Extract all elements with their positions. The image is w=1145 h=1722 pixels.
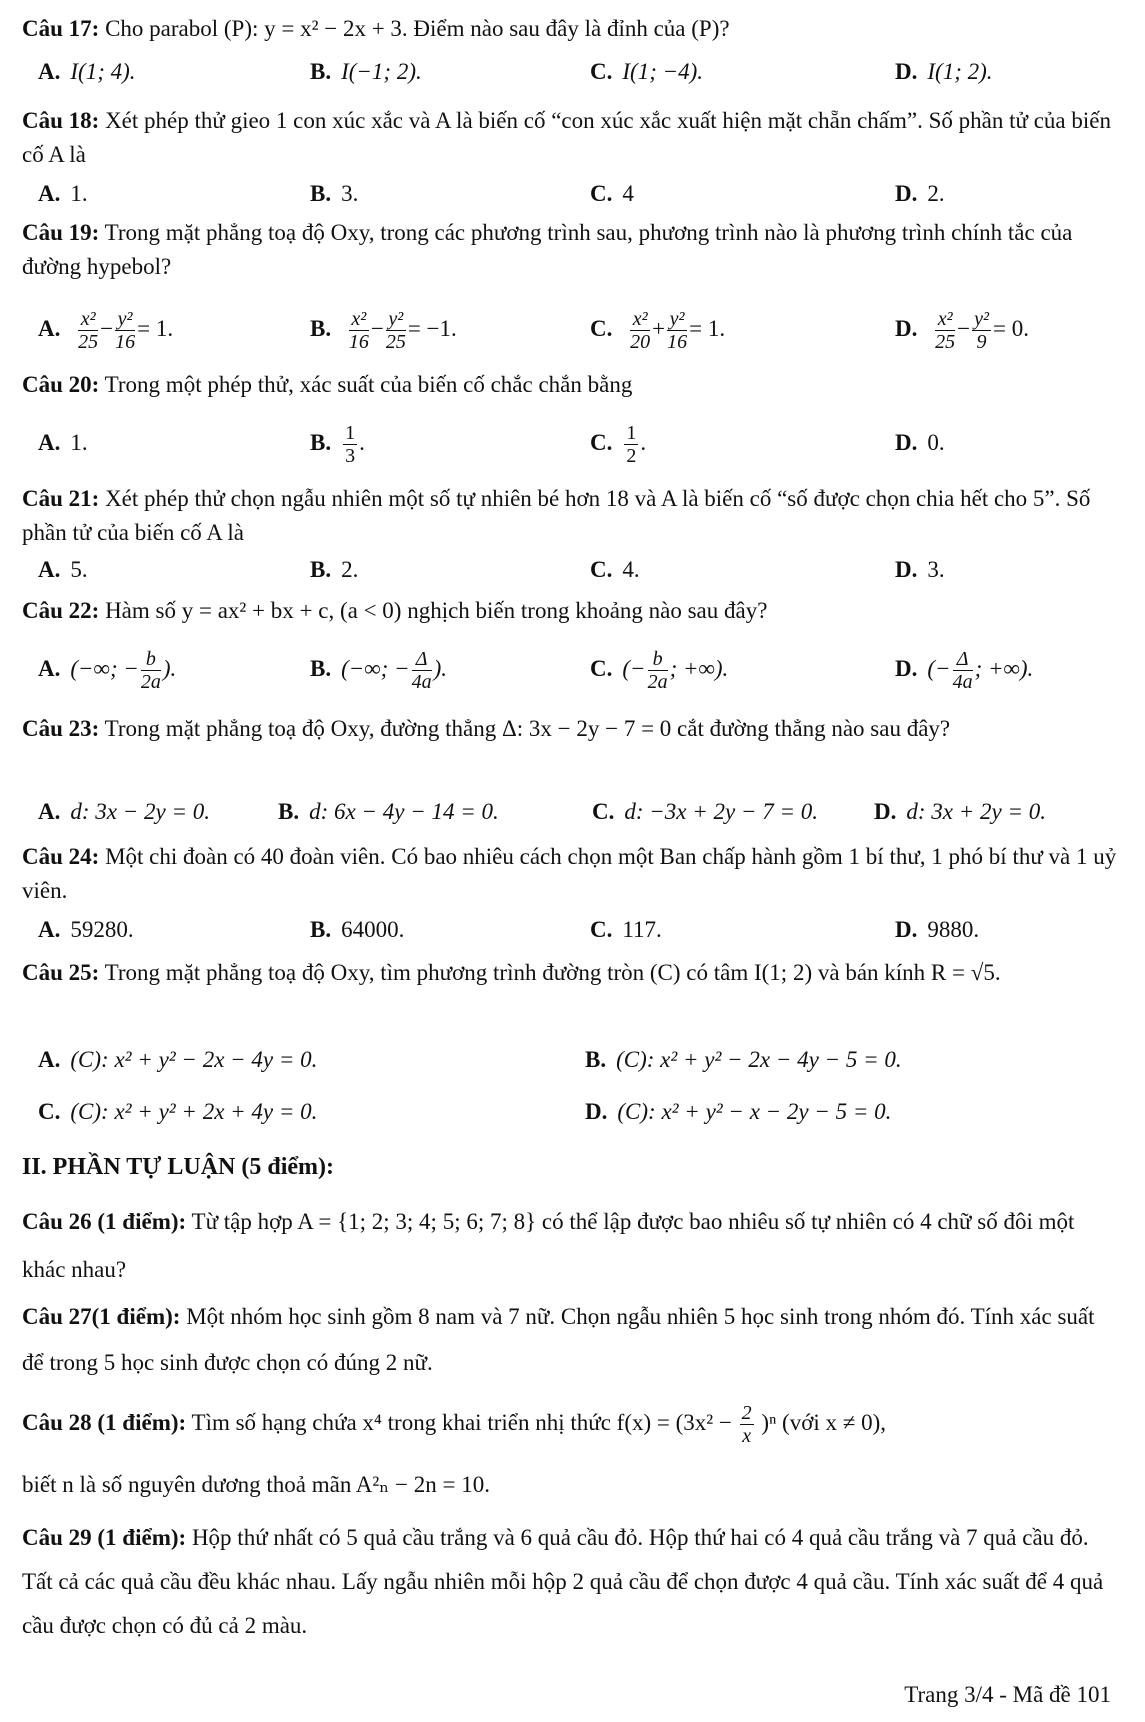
option-c[interactable]: C. $\frac{\text{x²}}{20}$ + $\frac{\text{y²}}{16}$ = 1. bbox=[590, 308, 726, 354]
question-27 bbox=[22, 1294, 1121, 1386]
option-d[interactable]: D. 0. bbox=[895, 430, 945, 455]
question-19 bbox=[22, 216, 1121, 284]
option-b[interactable]: B. 64000. bbox=[310, 917, 405, 942]
option-d[interactable]: D. 2. bbox=[895, 181, 945, 206]
question-title: Câu 18: bbox=[22, 108, 100, 133]
question-text: Trong mặt phẳng toạ độ Oxy, đường thẳng Δ: 3x − 2y − 7 = 0 cắt đường thẳng nào sau đây? bbox=[104, 716, 951, 741]
option-d[interactable]: D. 9880. bbox=[895, 917, 980, 942]
question-title: Câu 20: bbox=[22, 372, 100, 397]
question-25 bbox=[22, 956, 1121, 990]
question-title: Câu 28 (1 điểm): bbox=[22, 1410, 187, 1435]
options-19 bbox=[0, 302, 1145, 356]
question-title: Câu 22: bbox=[22, 598, 100, 623]
question-17 bbox=[22, 12, 1121, 46]
question-title: Câu 17: bbox=[22, 16, 100, 41]
question-text: Một nhóm học sinh gồm 8 nam và 7 nữ. Chọn ngẫu nhiên 5 học sinh trong nhóm đó. Tính xác suất để trong 5 học sinh được chọn có đúng 2 nữ. bbox=[22, 1304, 1095, 1375]
question-20 bbox=[22, 368, 1121, 402]
option-a[interactable]: A. 59280. bbox=[38, 917, 134, 942]
question-text: Từ tập hợp A = {1; 2; 3; 4; 5; 6; 7; 8} có thể lập được bao nhiêu số tự nhiên có 4 chữ số đôi một khác nhau? bbox=[22, 1209, 1075, 1282]
question-29 bbox=[22, 1516, 1121, 1648]
options-25-row1 bbox=[0, 1042, 1145, 1078]
option-a[interactable]: A. (C): x² + y² − 2x − 4y = 0. bbox=[38, 1047, 318, 1072]
option-b[interactable]: B. $\frac{\text{x²}}{16}$ − $\frac{\text{y²}}{25}$ = −1. bbox=[310, 308, 457, 354]
question-title: Câu 23: bbox=[22, 716, 100, 741]
question-title: Câu 25: bbox=[22, 960, 100, 985]
question-title: Câu 24: bbox=[22, 844, 100, 869]
section-heading: II. PHẦN TỰ LUẬN (5 điểm): bbox=[22, 1154, 334, 1180]
options-18 bbox=[0, 176, 1145, 212]
option-a[interactable]: A. 1. bbox=[38, 430, 88, 455]
question-title: Câu 26 (1 điểm): bbox=[22, 1209, 187, 1234]
option-a[interactable]: A. (−∞; − $\frac{b}{2a}$ ). bbox=[38, 648, 177, 694]
option-a[interactable]: A. d: 3x − 2y = 0. bbox=[38, 799, 210, 824]
option-d[interactable]: D. (− $\frac{\Delta}{4a}$ ; +∞). bbox=[895, 648, 1034, 694]
question-28: Câu 28 (1 điểm): Tìm số hạng chứa x⁴ trong khai triển nhị thức f(x) = (3x² − $\frac{2}{x}$ )ⁿ (với x ≠ 0), bbox=[22, 1402, 887, 1448]
question-text: Một chi đoàn có 40 đoàn viên. Có bao nhiêu cách chọn một Ban chấp hành gồm 1 bí thư, 1 phó bí thư và 1 uỷ viên. bbox=[22, 844, 1117, 903]
options-24 bbox=[0, 912, 1145, 948]
question-text: Trong một phép thử, xác suất của biến cố chắc chắn bằng bbox=[104, 372, 633, 397]
question-26 bbox=[22, 1198, 1121, 1294]
options-23 bbox=[0, 794, 1145, 830]
question-title: Câu 21: bbox=[22, 486, 100, 511]
question-text: Xét phép thử chọn ngẫu nhiên một số tự nhiên bé hơn 18 và A là biến cố “số được chọn chia hết cho 5”. Số phần tử của biến cố A là bbox=[22, 486, 1091, 545]
question-24 bbox=[22, 840, 1121, 908]
question-21 bbox=[22, 482, 1121, 550]
options-20 bbox=[0, 416, 1145, 470]
question-28-condition: biết n là số nguyên dương thoả mãn A²ₙ − 2n = 10. bbox=[22, 1472, 490, 1497]
option-d[interactable]: D. (C): x² + y² − x − 2y − 5 = 0. bbox=[585, 1099, 892, 1124]
option-c[interactable]: C. (− $\frac{b}{2a}$ ; +∞). bbox=[590, 648, 729, 694]
question-23 bbox=[22, 712, 1121, 746]
option-c[interactable]: C. I(1; −4). bbox=[590, 59, 704, 84]
question-text: Trong mặt phẳng toạ độ Oxy, trong các phương trình sau, phương trình nào là phương trình chính tắc của đường hypebol? bbox=[22, 220, 1073, 279]
option-b[interactable]: B. $\frac{1}{3}$ . bbox=[310, 422, 365, 468]
option-b[interactable]: B. 3. bbox=[310, 181, 359, 206]
option-c[interactable]: C. 4. bbox=[590, 557, 640, 582]
option-c[interactable]: C. d: −3x + 2y − 7 = 0. bbox=[592, 799, 819, 824]
option-d[interactable]: D. I(1; 2). bbox=[895, 59, 993, 84]
option-a[interactable]: A. 1. bbox=[38, 181, 88, 206]
option-b[interactable]: B. d: 6x − 4y − 14 = 0. bbox=[278, 799, 499, 824]
option-d[interactable]: D. d: 3x + 2y = 0. bbox=[874, 799, 1046, 824]
question-text: Trong mặt phẳng toạ độ Oxy, tìm phương trình đường tròn (C) có tâm I(1; 2) và bán kính R = √5. bbox=[104, 960, 1001, 985]
options-21 bbox=[0, 552, 1145, 588]
option-d[interactable]: D. $\frac{\text{x²}}{25}$ − $\frac{\text{y²}}{9}$ = 0. bbox=[895, 308, 1029, 354]
option-a[interactable]: A. 5. bbox=[38, 557, 88, 582]
question-text-cont: )ⁿ (với x ≠ 0), bbox=[761, 1410, 887, 1435]
option-c[interactable]: C. 4 bbox=[590, 181, 634, 206]
question-title: Câu 27(1 điểm): bbox=[22, 1304, 181, 1329]
question-text: Tìm số hạng chứa x⁴ trong khai triển nhị thức f(x) = (3x² − bbox=[191, 1410, 732, 1435]
option-b[interactable]: B. (−∞; − $\frac{\Delta}{4a}$ ). bbox=[310, 648, 448, 694]
question-title: Câu 29 (1 điểm): bbox=[22, 1525, 187, 1550]
question-text: Hộp thứ nhất có 5 quả cầu trắng và 6 quả cầu đỏ. Hộp thứ hai có 4 quả cầu trắng và 7 quả cầu đỏ. Tất cả các quả cầu đều khác nhau. Lấy ngẫu nhiên mỗi hộp 2 quả cầu để chọn được 4 quả cầu. Tính xác suất để 4 quả cầu được chọn có đủ cả 2 màu. bbox=[22, 1525, 1104, 1638]
options-22 bbox=[0, 640, 1145, 698]
question-text: Cho parabol (P): y = x² − 2x + 3. Điểm nào sau đây là đỉnh của (P)? bbox=[105, 16, 730, 41]
question-text: Xét phép thử gieo 1 con xúc xắc và A là biến cố “con xúc xắc xuất hiện mặt chẵn chấm”. Số phần tử của biến cố A là bbox=[22, 108, 1111, 167]
option-b[interactable]: B. (C): x² + y² − 2x − 4y − 5 = 0. bbox=[585, 1047, 902, 1072]
question-22 bbox=[22, 594, 1121, 628]
option-c[interactable]: C. $\frac{1}{2}$ . bbox=[590, 422, 647, 468]
option-a[interactable]: A. $\frac{\text{x²}}{25}$ − $\frac{\text{y²}}{16}$ = 1. bbox=[38, 308, 174, 354]
option-c[interactable]: C. 117. bbox=[590, 917, 662, 942]
option-c[interactable]: C. (C): x² + y² + 2x + 4y = 0. bbox=[38, 1099, 318, 1124]
options-17 bbox=[0, 54, 1145, 90]
question-18 bbox=[22, 104, 1121, 172]
options-25-row2 bbox=[0, 1094, 1145, 1130]
option-b[interactable]: B. 2. bbox=[310, 557, 359, 582]
option-a[interactable]: A. I(1; 4). bbox=[38, 59, 136, 84]
question-text: Hàm số y = ax² + bx + c, (a < 0) nghịch biến trong khoảng nào sau đây? bbox=[105, 598, 768, 623]
option-b[interactable]: B. I(−1; 2). bbox=[310, 59, 422, 84]
question-title: Câu 19: bbox=[22, 220, 100, 245]
option-d[interactable]: D. 3. bbox=[895, 557, 945, 582]
page-footer: Trang 3/4 - Mã đề 101 bbox=[904, 1682, 1111, 1707]
